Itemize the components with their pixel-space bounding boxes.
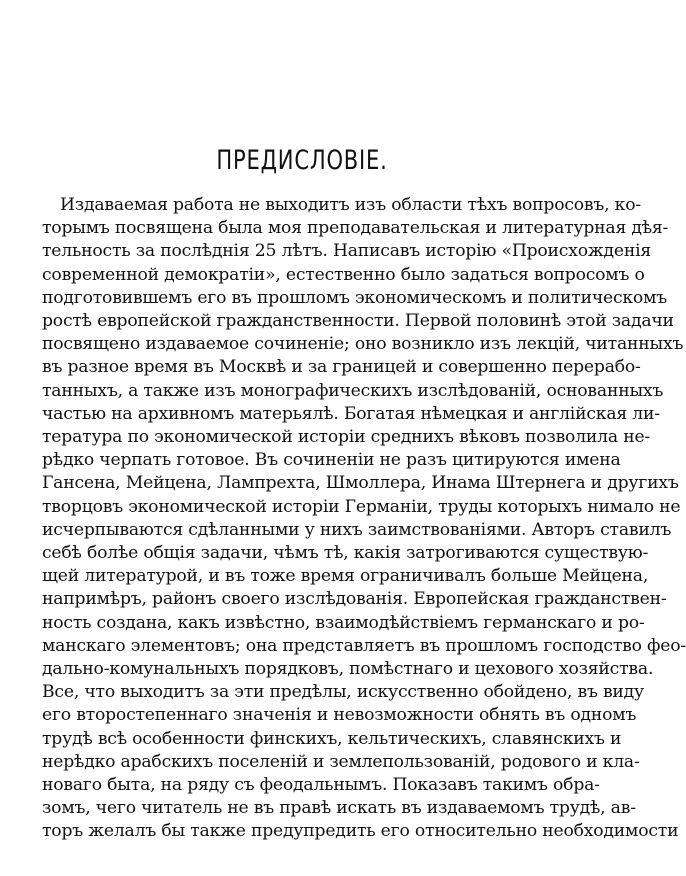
text-line: его второстепеннаго значенiя и невозможности обнять въ одномъ (42, 705, 637, 726)
text-line: себѣ болѣе общiя задачи, чѣмъ тѣ, какiя затрогиваются существую- (42, 543, 649, 563)
page-title: ПРЕДИСЛОВIЕ. (216, 145, 388, 176)
text-line: частью на архивномъ матерьялѣ. Богатая нѣмецкая и англiйская ли- (42, 403, 660, 424)
text-line: Издаваемая работа не выходитъ изъ области тѣхъ вопросовъ, ко- (60, 195, 641, 215)
text-line: тература по экономической исторiи среднихъ вѣковъ позволила не- (42, 427, 651, 447)
text-line: нерѣдко арабскихъ поселенiй и землепользованiй, родового и кла- (42, 751, 640, 772)
text-line: исчерпываются сдѣланными у нихъ заимствованiями. Авторъ ставилъ (42, 519, 672, 540)
text-line: торъ желалъ бы также предупредить его относительно необходимости (42, 821, 679, 842)
text-line: трудѣ всѣ особенности финскихъ, кельтическихъ, славянскихъ и (42, 728, 622, 749)
text-line: тельность за послѣднiя 25 лѣтъ. Написавъ исторiю «Происхожденiя (42, 241, 652, 262)
text-line: зомъ, чего читатель не въ правѣ искать въ издаваемомъ трудѣ, ав- (42, 798, 636, 819)
text-line: манскаго элементовъ; она представляетъ въ прошломъ господство фео- (42, 635, 686, 656)
text-line: творцовъ экономической исторiи Германiи, труды которыхъ нимало не (42, 496, 681, 517)
text-line: Гансена, Мейцена, Лампрехта, Шмоллера, Инама Штернега и другихъ (42, 473, 679, 494)
text-line: подготовившемъ его въ прошломъ экономическомъ и политическомъ (42, 287, 667, 308)
text-line: танныхъ, а также изъ монографическихъ изслѣдованiй, основанныхъ (42, 380, 664, 401)
text-line: современной демократiи», естественно было задаться вопросомъ о (42, 264, 645, 285)
text-line: ростѣ европейской гражданственности. Первой половинѣ этой задачи (42, 311, 674, 331)
text-line: посвящено издаваемое сочиненiе; оно возникло изъ лекцiй, читанныхъ (42, 334, 684, 355)
text-line: Все, что выходитъ за эти предѣлы, искусственно обойдено, въ виду (42, 682, 644, 703)
text-line: рѣдко черпать готовое. Въ сочиненiи не разъ цитируются имена (42, 450, 621, 471)
text-line: щей литературой, и въ тоже время ограничивалъ больше Мейцена, (42, 566, 649, 587)
text-line: торымъ посвящена была моя преподавательская и литературная дѣя- (42, 218, 669, 239)
text-line: напримѣръ, районъ своего изслѣдованiя. Европейская гражданствен- (42, 589, 667, 610)
text-line: новаго быта, на ряду съ феодальнымъ. Показавъ такимъ обра- (42, 775, 600, 795)
text-line: въ разное время въ Москвѣ и за границей и совершенно перерабо- (42, 357, 641, 378)
text-line: дально-комунальныхъ порядковъ, помѣстнаго и цехового хозяйства. (42, 659, 654, 679)
text-line: ность создана, какъ извѣстно, взаимодѣйствiемъ германскаго и ро- (42, 612, 645, 633)
